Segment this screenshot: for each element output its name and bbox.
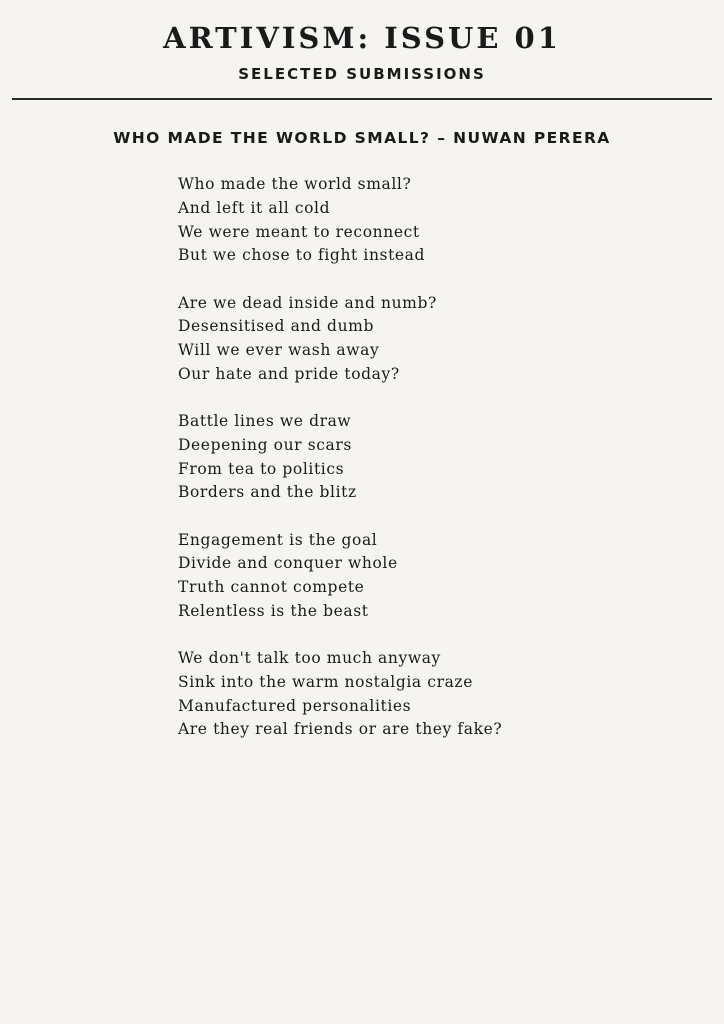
header-divider — [12, 98, 712, 100]
poem-line: Battle lines we draw — [178, 412, 352, 430]
poem-line: Will we ever wash away — [178, 341, 380, 359]
poem-title: WHO MADE THE WORLD SMALL? – NUWAN PERERA — [113, 129, 611, 147]
page-title: ARTIVISM: ISSUE 01 — [163, 21, 561, 55]
poem-line: Divide and conquer whole — [178, 554, 398, 573]
poem-line: We were meant to reconnect — [178, 222, 420, 241]
page-header — [0, 18, 724, 85]
page-subtitle: SELECTED SUBMISSIONS — [238, 65, 486, 83]
poem-line: Engagement is the goal — [178, 530, 378, 549]
poem-line: Sink into the warm nostalgia craze — [178, 672, 473, 691]
poem-line: Truth cannot compete — [178, 578, 365, 596]
stanza-5 — [178, 647, 698, 742]
poem-line: Borders and the blitz — [178, 483, 357, 502]
poem-line: Desensitised and dumb — [178, 317, 374, 336]
stanza-3 — [178, 410, 698, 505]
poem-line: Are we dead inside and numb? — [178, 293, 437, 312]
poem-body — [178, 173, 698, 766]
poem-line: Our hate and pride today? — [178, 364, 400, 383]
poem-line: And left it all cold — [178, 198, 331, 217]
poem-line: We don't talk too much anyway — [178, 649, 441, 667]
poem-line: Who made the world small? — [178, 175, 412, 193]
stanza-1 — [178, 173, 698, 268]
poem-line: Are they real friends or are they fake? — [178, 720, 503, 739]
poem-line: Relentless is the beast — [178, 601, 369, 620]
stanza-2 — [178, 292, 698, 387]
poem-line: From tea to politics — [178, 459, 345, 478]
poem-line: But we chose to fight instead — [178, 246, 426, 265]
stanza-4 — [178, 529, 698, 624]
poem-line: Manufactured personalities — [178, 696, 412, 715]
poem-line: Deepening our scars — [178, 435, 352, 454]
